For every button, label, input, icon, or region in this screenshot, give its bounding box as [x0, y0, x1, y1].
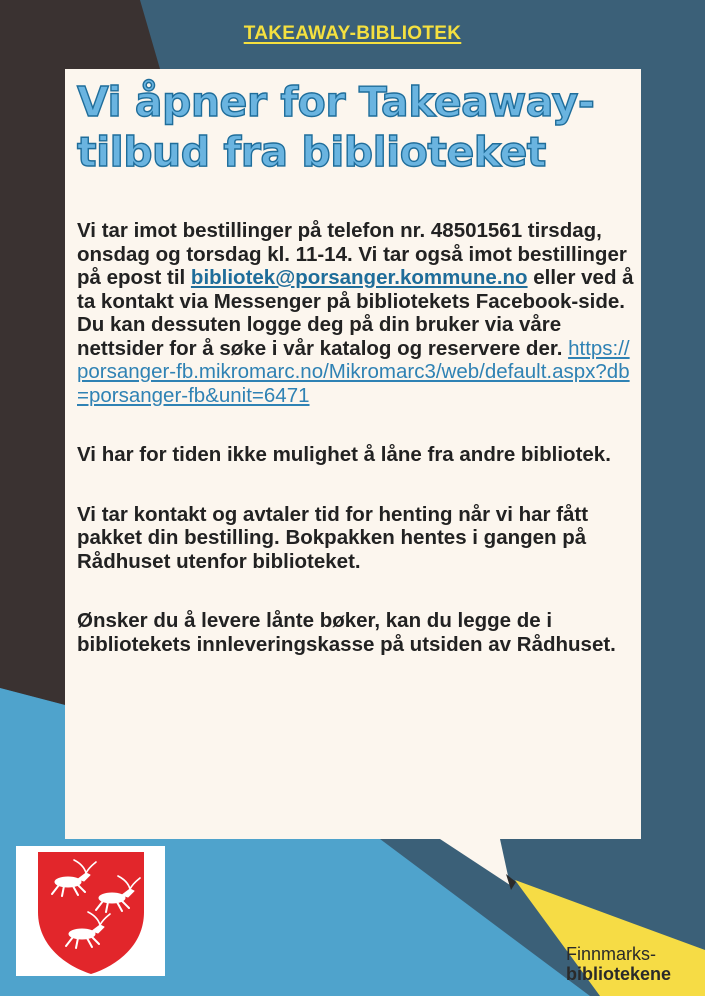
coat-of-arms — [16, 846, 165, 976]
logo-line-2: bibliotekene — [566, 964, 672, 984]
paragraph-ordering-intro: Vi tar imot bestillinger på telefon nr. 48501561 tirsdag, onsdag og torsdag kl. 11-14. Vi tar også imot bestillinger på epost til — [77, 219, 627, 289]
banner-title: TAKEAWAY-BIBLIOTEK — [243, 23, 462, 44]
finnmarksbibliotekene-logo — [566, 944, 671, 984]
content-card — [65, 69, 641, 839]
headline: Vi åpner for Takeaway-tilbud fra biblioteket — [77, 78, 595, 176]
email-link[interactable]: bibliotek@porsanger.kommune.no — [190, 266, 528, 289]
paragraph-pickup: Vi tar kontakt og avtaler tid for henting når vi har fått pakket din bestilling. Bokpakken hentes i gangen på Rådhuset utenfor biblioteket. — [77, 502, 589, 573]
paragraph-interlibrary: Vi har for tiden ikke mulighet å låne fra andre bibliotek. — [77, 443, 611, 466]
paragraph-ordering-middle: eller ved å ta kontakt via Messenger på bibliotekets Facebook-side. Du kan dessuten logge deg på din bruker via våre nettsider for å søke i vår katalog og reservere der. — [77, 266, 634, 360]
body-text — [77, 219, 637, 692]
logo-line-1: Finnmarks- — [566, 944, 657, 964]
paragraph-ordering — [77, 219, 637, 407]
coat-of-arms-image — [16, 846, 165, 976]
paragraph-return: Ønsker du å levere lånte bøker, kan du legge de i bibliotekets innleveringskasse på utsiden av Rådhuset. — [77, 609, 616, 656]
catalog-link[interactable]: https://porsanger-fb.mikromarc.no/Mikromarc3/web/default.aspx?db=porsanger-fb&unit=6471 — [77, 336, 630, 407]
